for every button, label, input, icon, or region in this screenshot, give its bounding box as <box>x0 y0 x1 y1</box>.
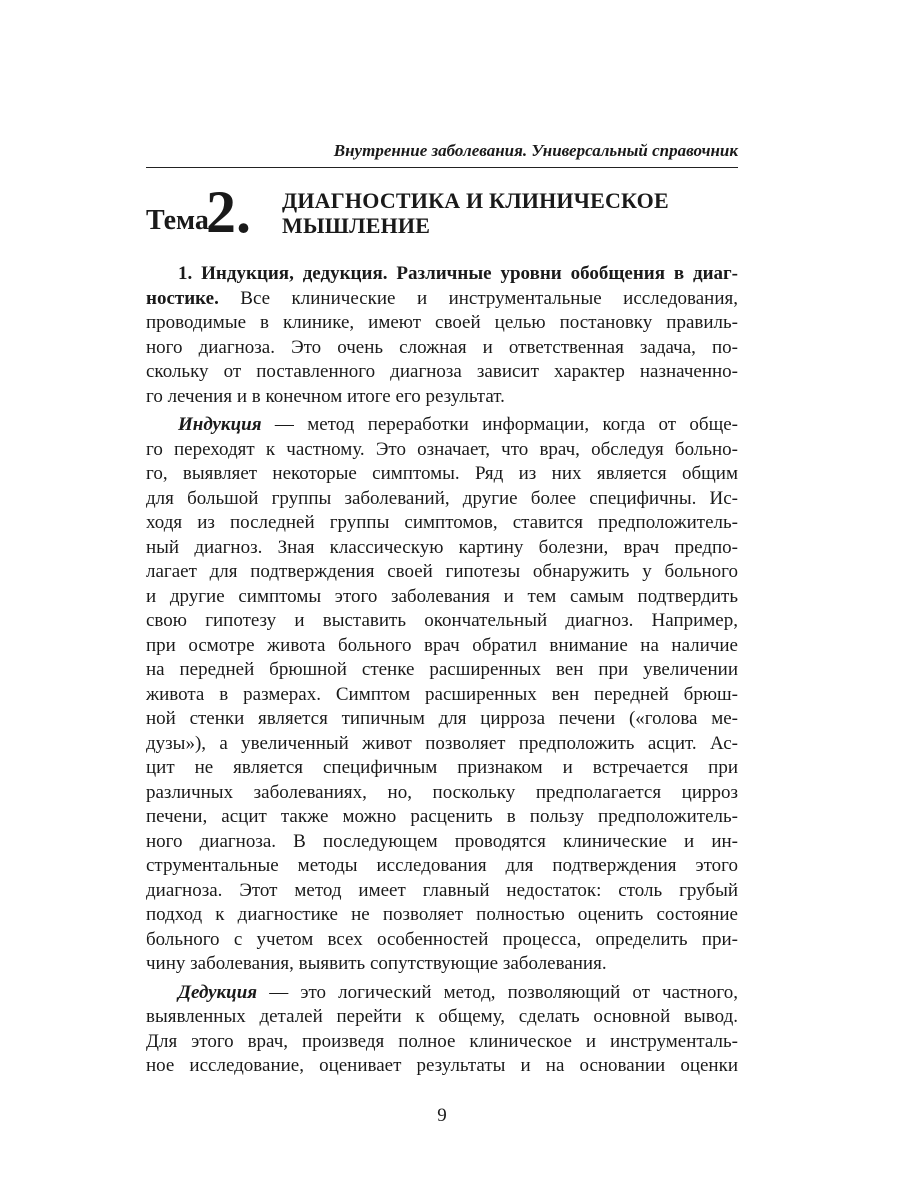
page-number: 9 <box>437 1105 447 1126</box>
text-line <box>146 262 738 287</box>
text-line: для большой группы заболеваний, другие более специфичны. Ис- <box>146 487 738 509</box>
paragraph-text: Все клинические и инструментальные исследования, <box>218 287 738 309</box>
text-line: и другие симптомы этого заболевания и тем самым подтвердить <box>146 585 738 607</box>
paragraph-text: — это логический метод, позволяющий от частного, <box>257 981 738 1003</box>
running-head: Внутренние заболевания. Универсальный справочник <box>333 141 738 160</box>
text-line: дузы»), а увеличенный живот позволяет предположить асцит. Ас- <box>146 732 738 754</box>
text-line: выявленных деталей перейти к общему, сделать основной вывод. <box>146 1006 738 1027</box>
text-line: печени, асцит также можно расценить в пользу предположитель- <box>146 806 738 827</box>
chapter-title-line: ДИАГНОСТИКА И КЛИНИЧЕСКОЕ <box>282 188 669 213</box>
text-line: ный диагноз. Зная классическую картину болезни, врач предпо- <box>146 536 738 558</box>
text-line: свою гипотезу и выставить окончательный диагноз. Например, <box>146 610 738 631</box>
text-line: Для этого врач, произведя полное клиническое и инструменталь- <box>146 1030 738 1052</box>
chapter-label: Тема <box>146 205 209 236</box>
text-line: больного с учетом всех особенностей процесса, определить при- <box>146 928 738 950</box>
paragraph-text: — метод переработки информации, когда от обще- <box>261 414 738 435</box>
text-line: диагноза. Этот метод имеет главный недостаток: столь грубый <box>146 879 738 901</box>
text-line <box>146 981 738 1006</box>
text-line: проводимые в клинике, имеют своей целью постановку правиль- <box>146 312 738 333</box>
text-line: ного диагноза. В последующем проводятся клинические и ин- <box>146 830 738 852</box>
text-line: го переходят к частному. Это означает, что врач, обследуя больно- <box>146 438 738 460</box>
header-rule <box>146 167 738 168</box>
chapter-number: 2. <box>206 179 251 245</box>
text-line: ходя из последней группы симптомов, ставится предположитель- <box>146 512 738 533</box>
text-line: на передней брюшной стенке расширенных вен при увеличении <box>146 659 738 680</box>
text-line: чину заболевания, выявить сопутствующие заболевания. <box>146 953 607 974</box>
text-line: подход к диагностике не позволяет полностью оценить состояние <box>146 904 738 925</box>
chapter-title-line: МЫШЛЕНИЕ <box>282 213 431 238</box>
text-line: го, выявляет некоторые симптомы. Ряд из них является общим <box>146 463 738 484</box>
chapter-title <box>282 188 669 238</box>
term-induction: Индукция <box>178 414 262 435</box>
text-line <box>146 413 738 438</box>
text-line <box>146 287 738 312</box>
text-line: ной стенки является типичным для цирроза печени («голова ме- <box>146 708 738 729</box>
text-line: лагает для подтверждения своей гипотезы обнаружить у больного <box>146 561 738 582</box>
text-line: живота в размерах. Симптом расширенных вен передней брюш- <box>146 683 738 705</box>
text-line: го лечения и в конечном итоге его результат. <box>146 385 505 407</box>
term-deduction: Дедукция <box>178 981 258 1003</box>
section-heading-end: ностике. <box>146 287 219 309</box>
body-text <box>146 262 738 1079</box>
text-line: струментальные методы исследования для подтверждения этого <box>146 855 738 876</box>
text-line: различных заболеваниях, но, поскольку предполагается цирроз <box>146 781 738 803</box>
section-heading: 1. Индукция, дедукция. Различные уровни обобщения в диаг- <box>178 263 738 284</box>
chapter-heading <box>146 179 738 256</box>
text-line: при осмотре живота больного врач обратил внимание на наличие <box>146 634 738 656</box>
text-line: ного диагноза. Это очень сложная и ответственная задача, по- <box>146 336 738 358</box>
text-line: скольку от поставленного диагноза зависит характер назначенно- <box>146 361 738 382</box>
text-line: цит не является специфичным признаком и встречается при <box>146 757 738 778</box>
text-line: ное исследование, оценивает результаты и на основании оценки <box>146 1055 738 1076</box>
